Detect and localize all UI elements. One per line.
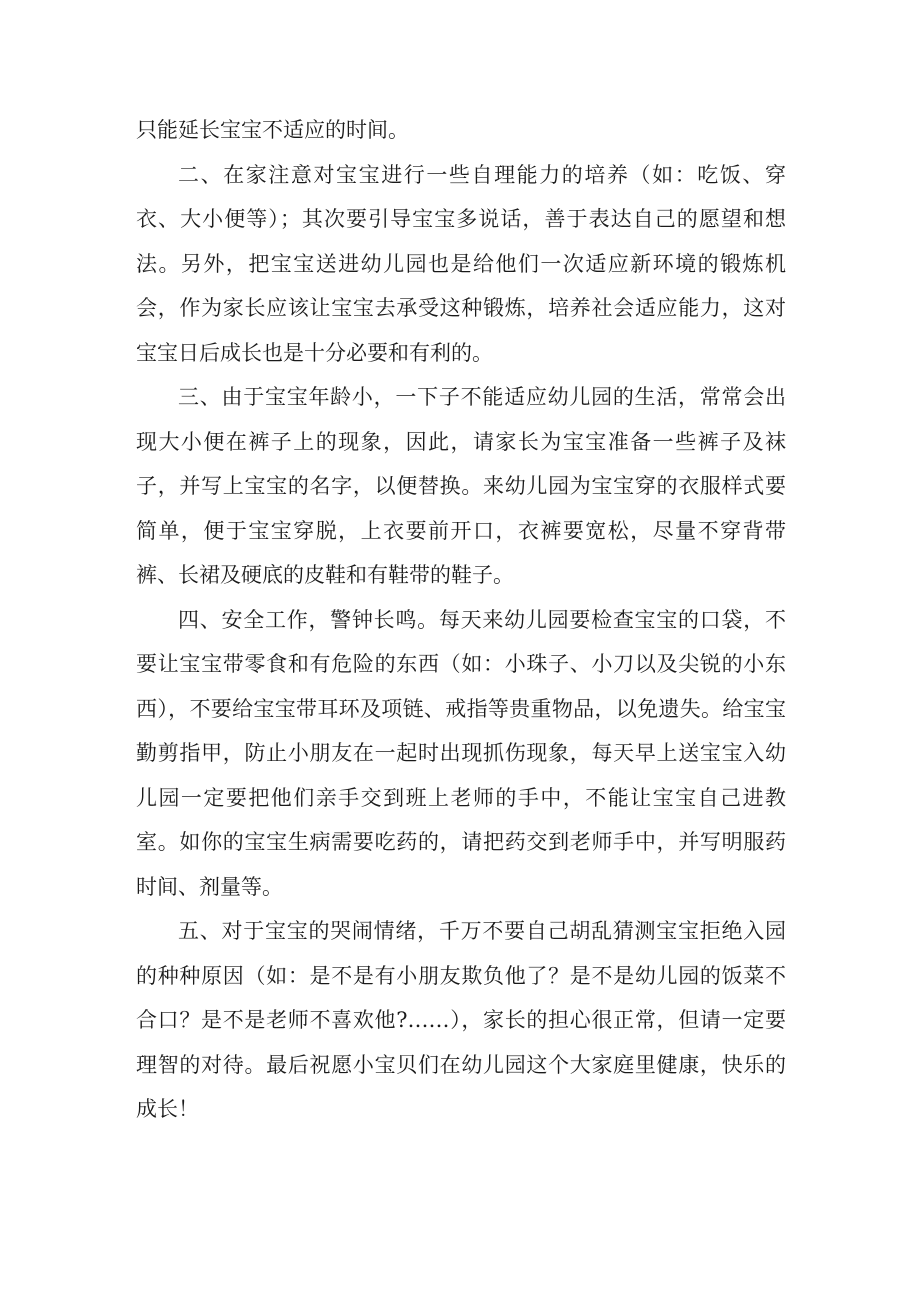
paragraph-item-4: 四、安全工作，警钟长鸣。每天来幼儿园要检查宝宝的口袋，不要让宝宝带零食和有危险的东西（如：小珠子、小刀以及尖锐的小东西），不要给宝宝带耳环及项链、戒指等贵重物品，以免遗失。给宝宝勤剪指甲，防止小朋友在一起时出现抓伤现象，每天早上送宝宝入幼儿园一定要把他们亲手交到班上老师的手中，不能让宝宝自己进教室。如你的宝宝生病需要吃药的，请把药交到老师手中，并写明服药时间、剂量等。 [136, 607, 786, 899]
paragraph-continuation: 只能延长宝宝不适应的时间。 [136, 118, 409, 142]
paragraph-item-5: 五、对于宝宝的哭闹情绪，千万不要自己胡乱猜测宝宝拒绝入园的种种原因（如：是不是有小朋友欺负他了？是不是幼儿园的饭菜不合口？是不是老师不喜欢他?……），家长的担心很正常，但请一定要理智的对待。最后祝愿小宝贝们在幼儿园这个大家庭里健康，快乐的成长！ [136, 919, 786, 1121]
paragraph-item-2: 二、在家注意对宝宝进行一些自理能力的培养（如：吃饭、穿衣、大小便等）；其次要引导宝宝多说话，善于表达自己的愿望和想法。另外，把宝宝送进幼儿园也是给他们一次适应新环境的锻炼机会，作为家长应该让宝宝去承受这种锻炼，培养社会适应能力，这对宝宝日后成长也是十分必要和有利的。 [136, 162, 786, 365]
document-body [136, 108, 786, 1132]
paragraph-item-3: 三、由于宝宝年龄小，一下子不能适应幼儿园的生活，常常会出现大小便在裤子上的现象，因此，请家长为宝宝准备一些裤子及袜子，并写上宝宝的名字，以便替换。来幼儿园为宝宝穿的衣服样式要简单，便于宝宝穿脱，上衣要前开口，衣裤要宽松，尽量不穿背带裤、长裙及硬底的皮鞋和有鞋带的鞋子。 [136, 385, 786, 587]
